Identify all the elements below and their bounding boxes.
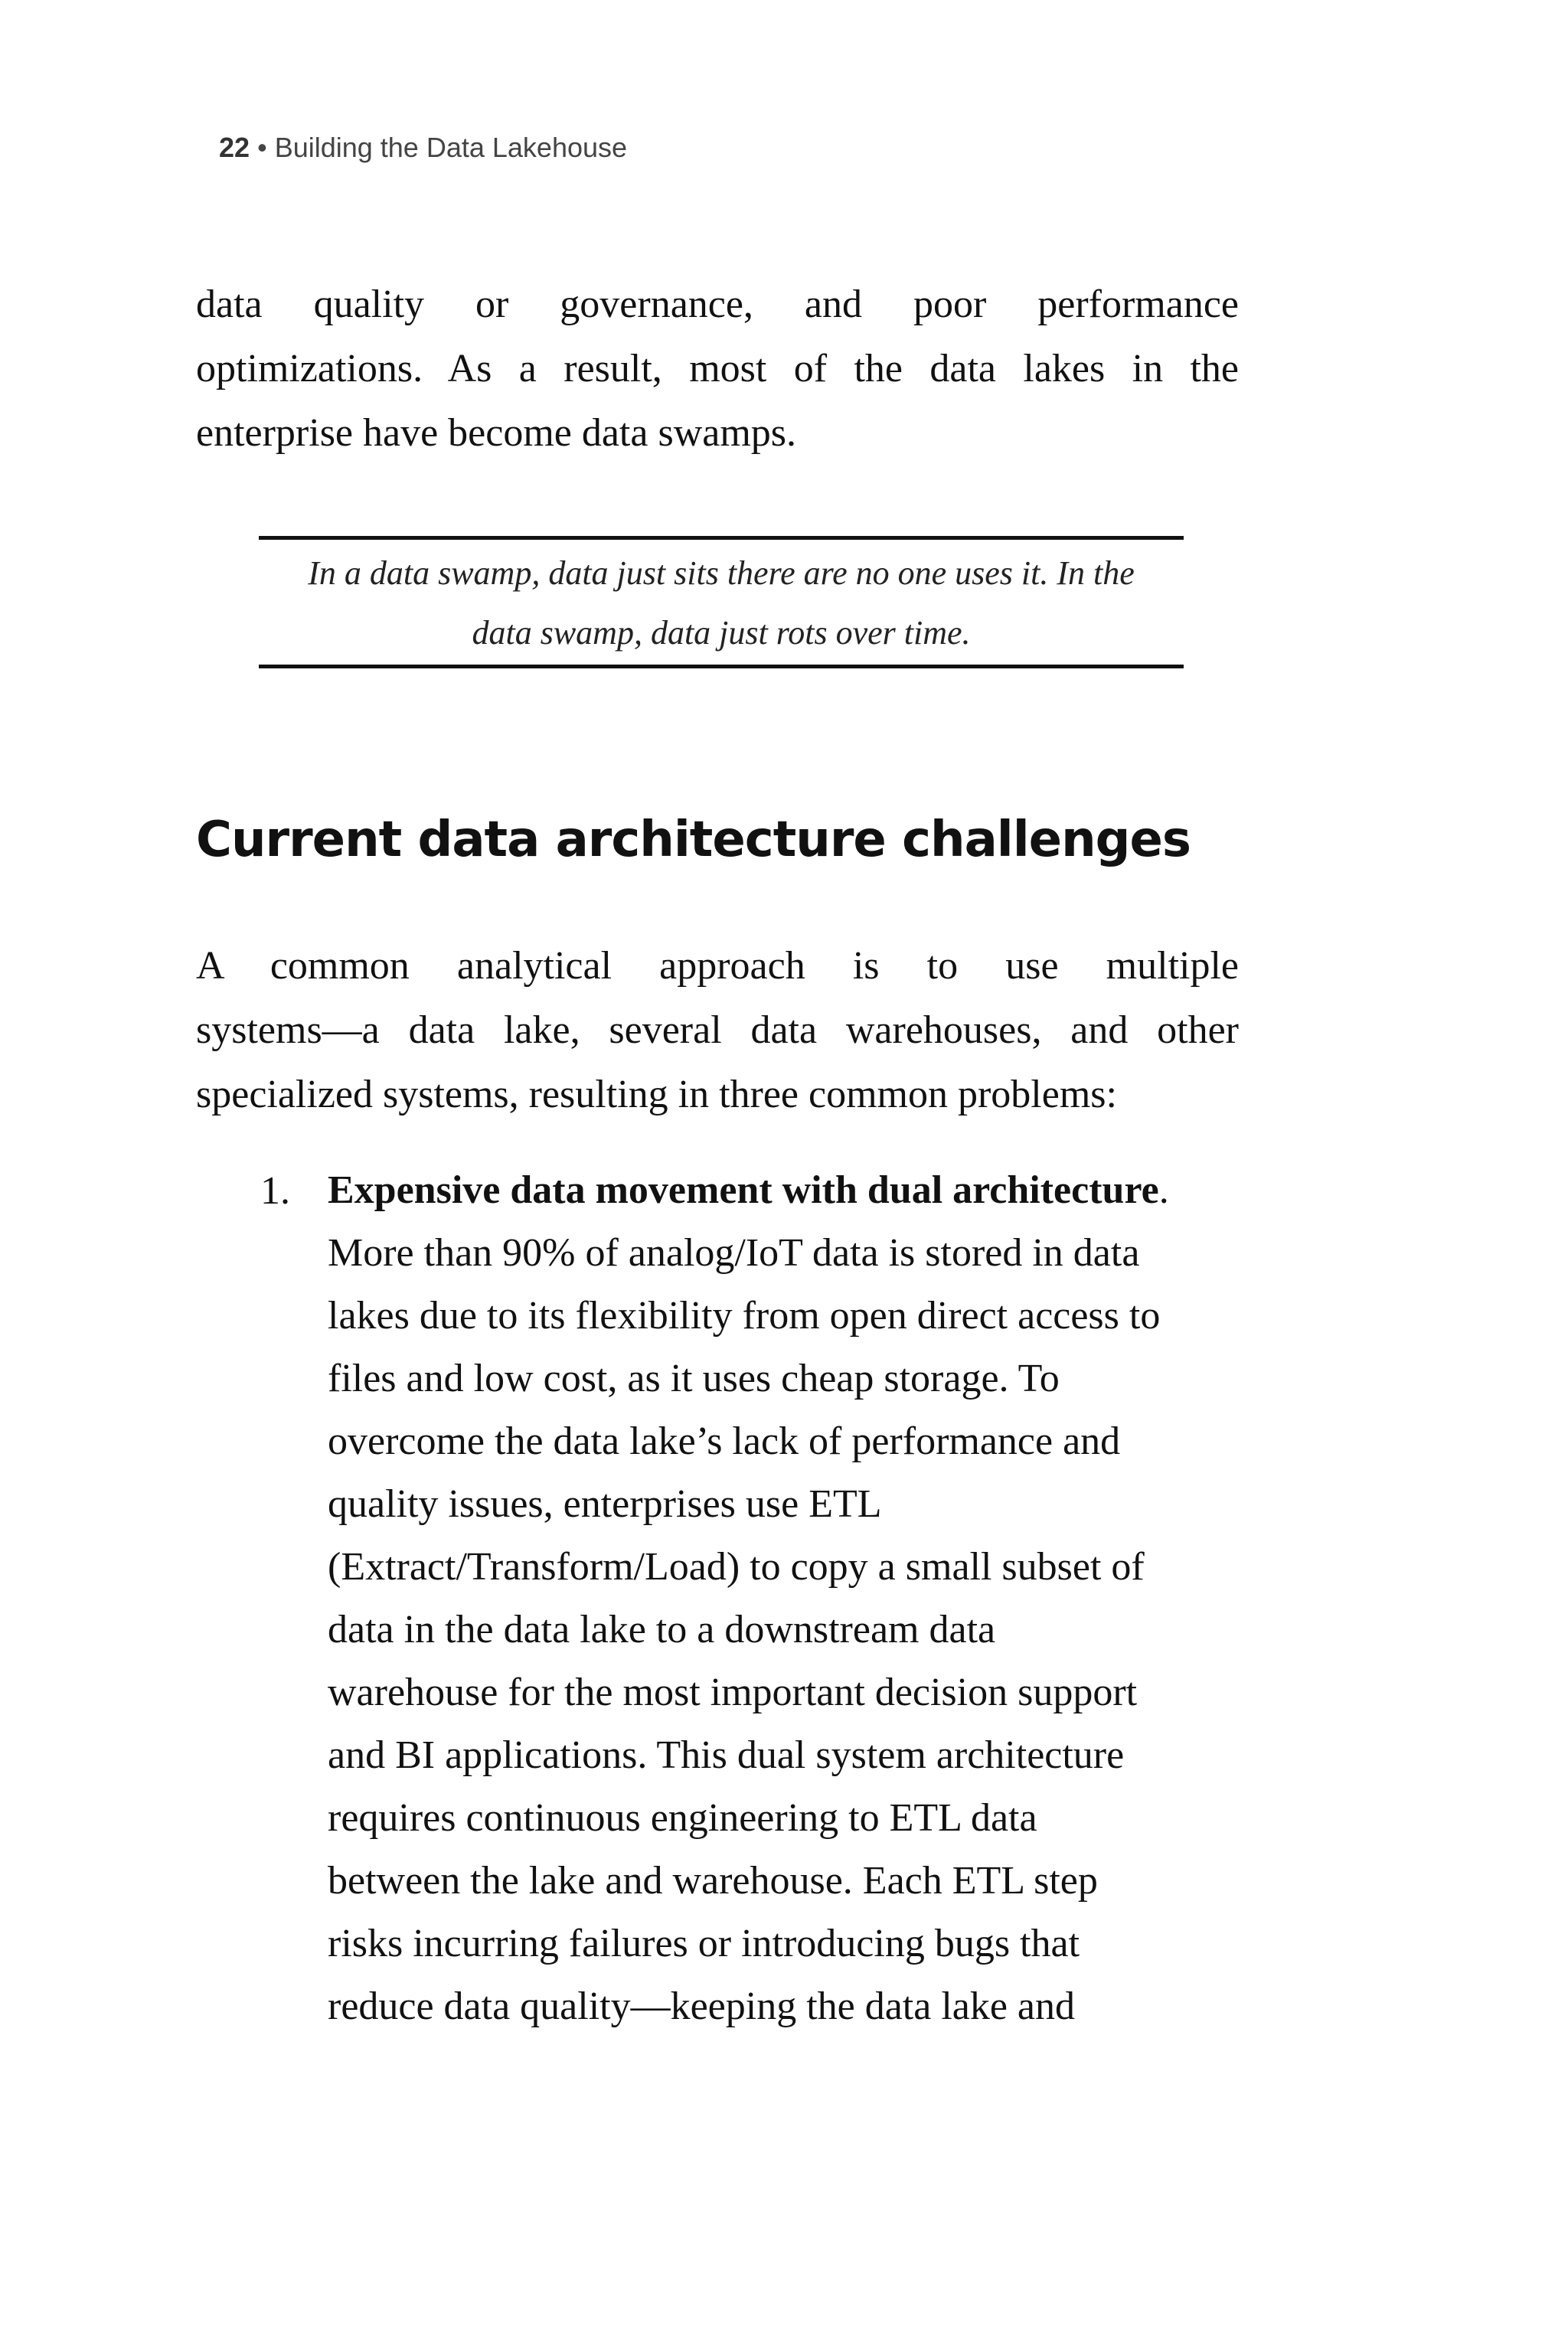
list-item-line: More than 90% of analog/IoT data is stored in data — [328, 1231, 1140, 1275]
section-heading: Current data architecture challenges — [196, 812, 1191, 868]
pull-quote-line: In a data swamp, data just sits there are no one uses it. In the — [308, 554, 1135, 592]
list-item-line: files and low cost, as it uses cheap storage. To — [328, 1357, 1060, 1400]
list-item-line: warehouse for the most important decision support — [328, 1671, 1138, 1714]
paragraph-line: specialized systems, resulting in three common problems: — [196, 1073, 1117, 1116]
list-item-title-suffix: . — [1158, 1168, 1169, 1212]
list-item-line: data in the data lake to a downstream data — [328, 1608, 996, 1651]
list-item-title-line — [328, 1159, 1169, 1222]
list-item-line: between the lake and warehouse. Each ETL step — [328, 1859, 1098, 1903]
paragraph-line: systems—a data lake, several data warehouses, and other — [196, 1008, 1239, 1052]
paragraph-line: A common analytical approach is to use multiple — [196, 944, 1239, 988]
list-item-line: requires continuous engineering to ETL data — [328, 1796, 1037, 1840]
book-title: Building the Data Lakehouse — [274, 132, 628, 163]
list-item-number: 1. — [260, 1169, 290, 1213]
list-item-line: and BI applications. This dual system architecture — [328, 1733, 1125, 1777]
pull-quote-top-rule — [259, 536, 1184, 540]
intro-line: optimizations. As a result, most of the data lakes in the — [196, 347, 1239, 390]
list-item-line: quality issues, enterprises use ETL — [328, 1482, 882, 1526]
list-item-line: overcome the data lake’s lack of performance and — [328, 1419, 1121, 1463]
intro-line: enterprise have become data swamps. — [196, 411, 797, 455]
pull-quote-line: data swamp, data just rots over time. — [472, 614, 971, 652]
list-item-line: lakes due to its flexibility from open direct access to — [328, 1294, 1161, 1338]
header-separator: • — [257, 132, 267, 163]
list-item-line: risks incurring failures or introducing bugs that — [328, 1922, 1080, 1965]
page-number: 22 — [219, 132, 250, 163]
list-item-title: Expensive data movement with dual architecture — [328, 1168, 1159, 1212]
pull-quote-bottom-rule — [259, 665, 1184, 668]
running-header — [219, 132, 627, 164]
intro-line: data quality or governance, and poor performance — [196, 283, 1239, 326]
list-item-line: (Extract/Transform/Load) to copy a small subset of — [328, 1545, 1145, 1589]
list-item-line: reduce data quality—keeping the data lake and — [328, 1984, 1076, 2028]
